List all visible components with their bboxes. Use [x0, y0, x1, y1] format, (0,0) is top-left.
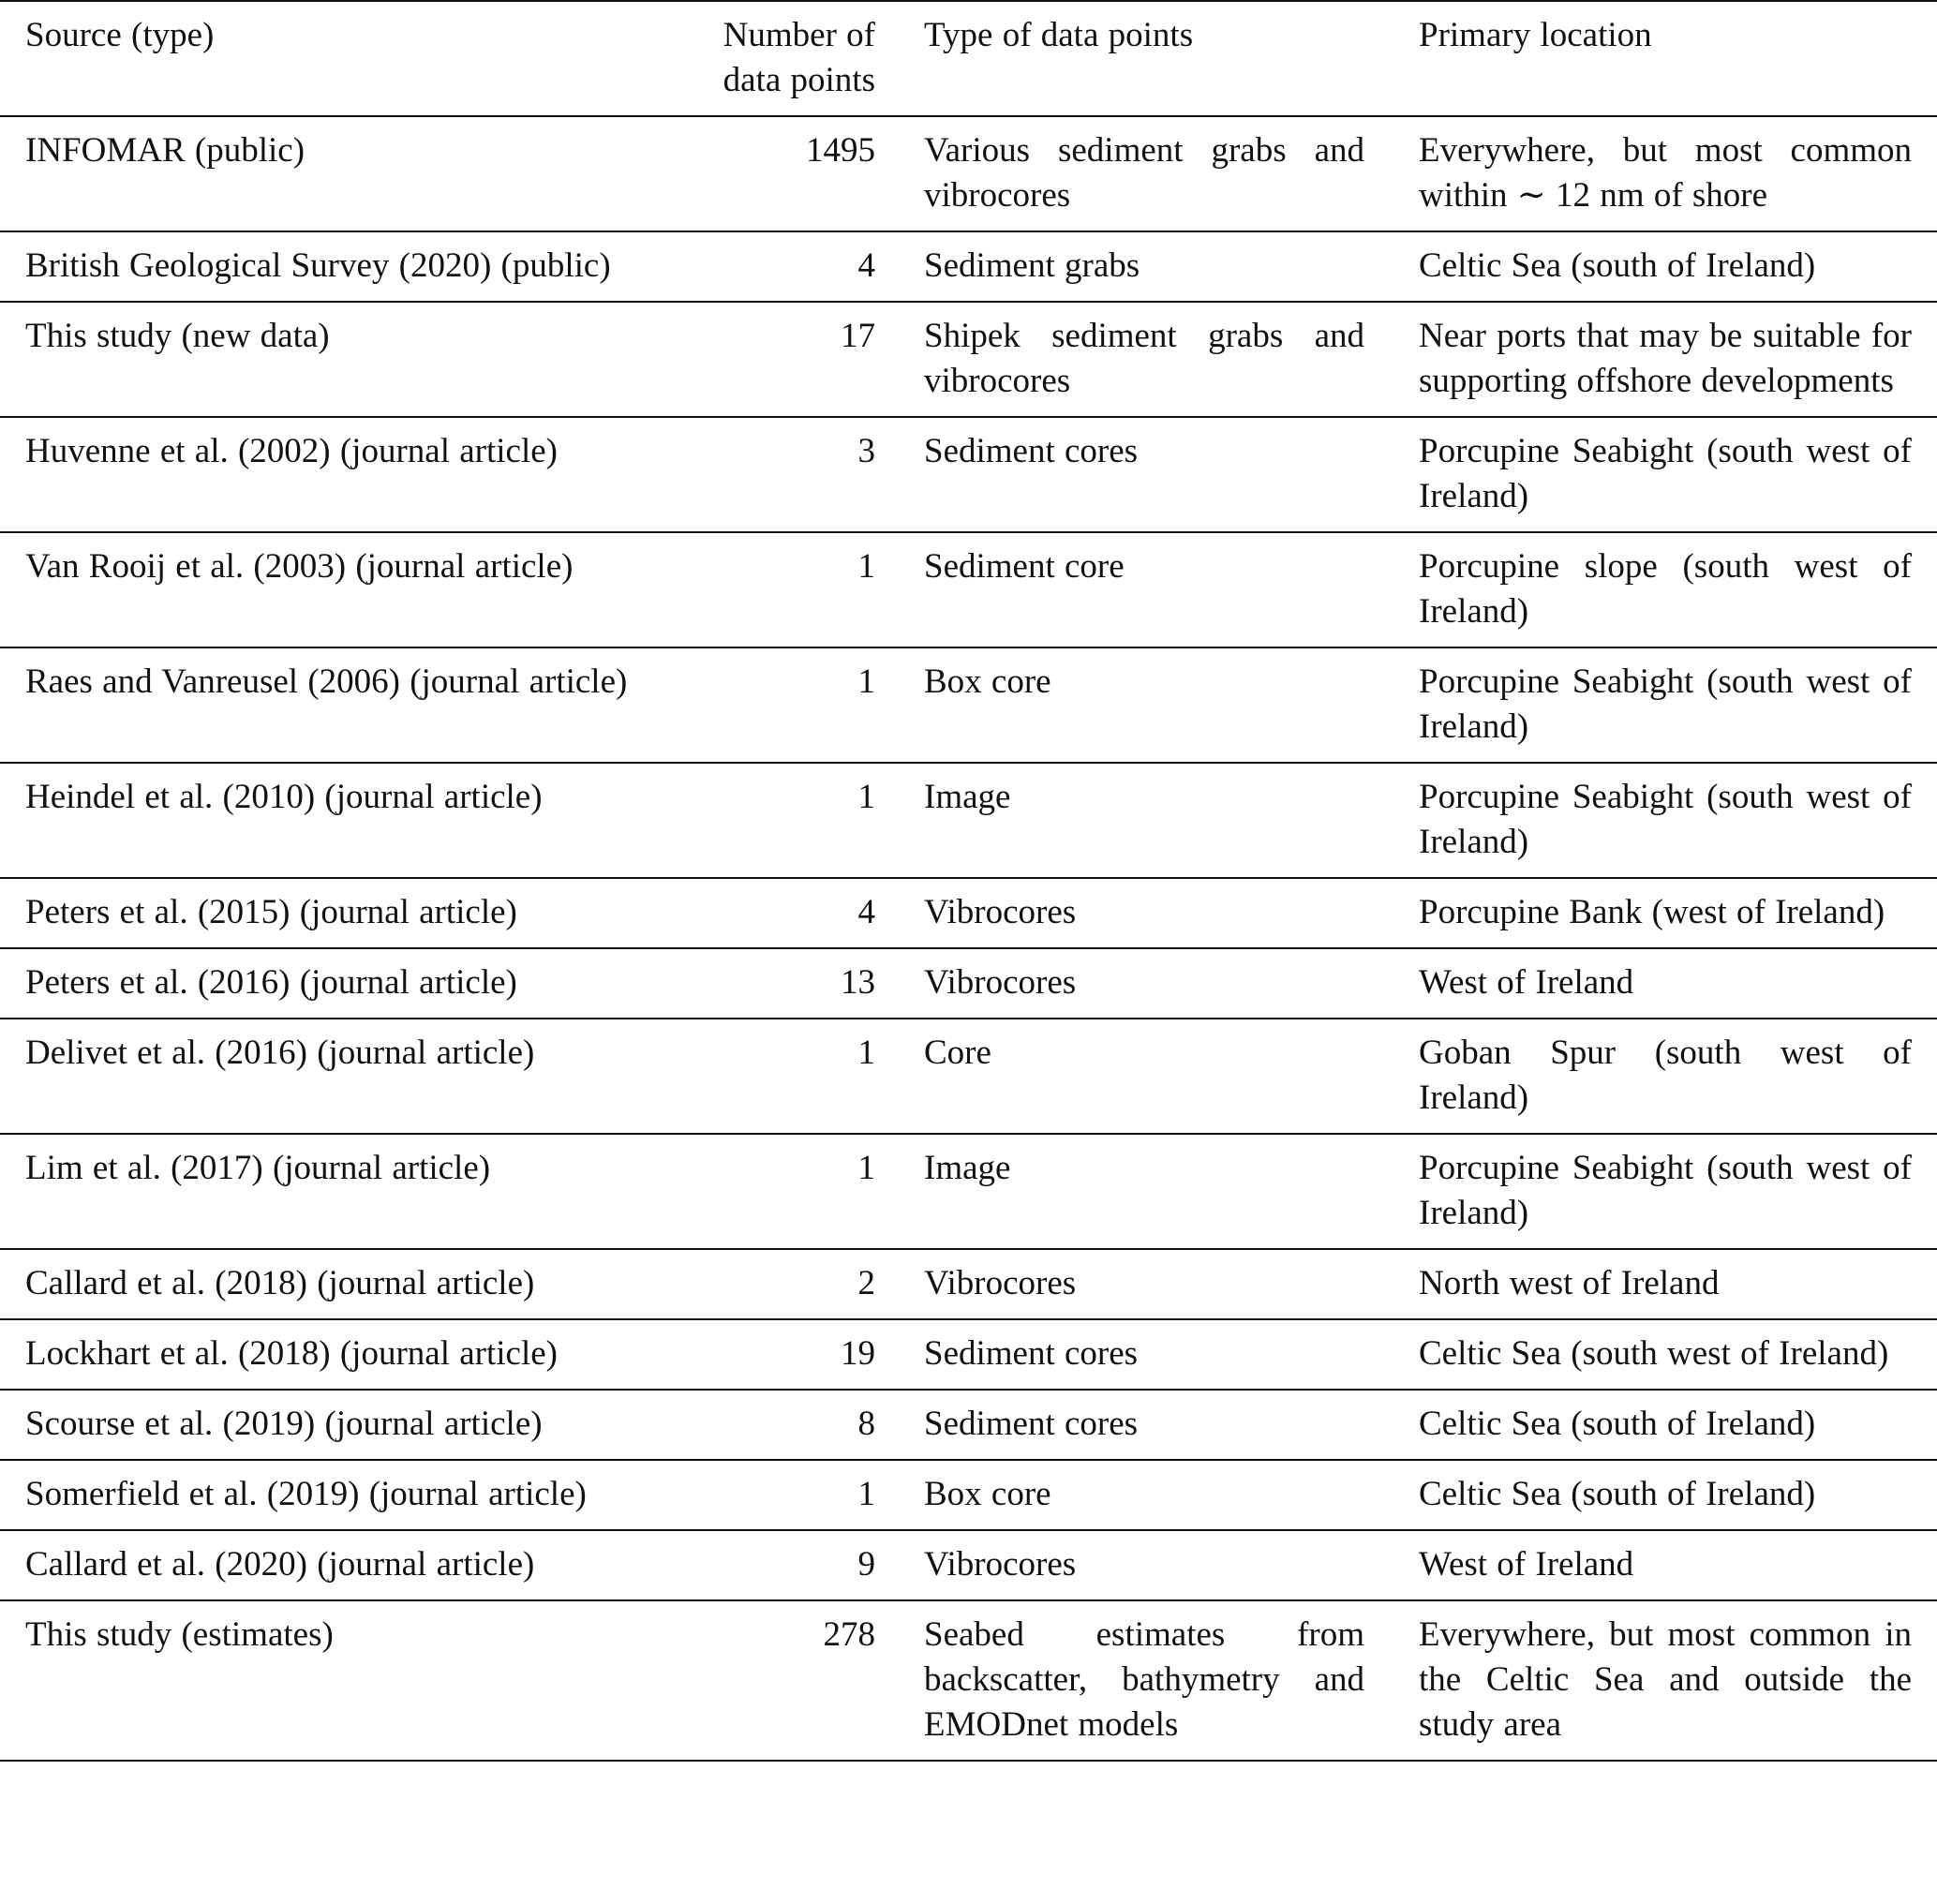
cell-location: Porcupine Seabight (south west of Ireland)	[1419, 778, 1912, 861]
cell-count: 4	[857, 893, 875, 931]
cell-source: Heindel et al. (2010) (journal article)	[25, 778, 543, 816]
cell-location: Near ports that may be suitable for supporting offshore developments	[1419, 317, 1912, 400]
cell-source: Huvenne et al. (2002) (journal article)	[25, 432, 558, 470]
cell-type: Core	[924, 1034, 991, 1072]
cell-type: Sediment grabs	[924, 246, 1140, 285]
header-count-line2: data points	[723, 61, 875, 99]
cell-type: Image	[924, 1149, 1011, 1187]
cell-source: This study (new data)	[25, 317, 330, 355]
cell-count: 278	[823, 1615, 875, 1654]
cell-type: Seabed estimates from backscatter, bathymetry and EMODnet models	[924, 1615, 1364, 1744]
cell-source: Somerfield et al. (2019) (journal article)	[25, 1475, 587, 1513]
cell-source: Lockhart et al. (2018) (journal article)	[25, 1334, 558, 1373]
cell-count: 19	[841, 1334, 875, 1373]
cell-type: Image	[924, 778, 1011, 816]
cell-type: Sediment cores	[924, 432, 1139, 470]
cell-type: Vibrocores	[924, 1264, 1077, 1302]
cell-location: Celtic Sea (south of Ireland)	[1419, 246, 1816, 285]
cell-source: Callard et al. (2020) (journal article)	[25, 1545, 535, 1584]
cell-count: 4	[857, 246, 875, 285]
cell-source: Raes and Vanreusel (2006) (journal article)	[25, 662, 628, 701]
cell-source: British Geological Survey (2020) (public)	[25, 246, 611, 285]
cell-location: Porcupine Seabight (south west of Ireland)	[1419, 432, 1912, 515]
cell-type: Shipek sediment grabs and vibrocores	[924, 317, 1364, 400]
table-row	[0, 1600, 1937, 1761]
table-header-row	[0, 1, 1937, 116]
cell-count: 2	[857, 1264, 875, 1302]
table-row	[0, 1390, 1937, 1460]
cell-type: Vibrocores	[924, 893, 1077, 931]
cell-location: West of Ireland	[1419, 1545, 1634, 1584]
cell-type: Vibrocores	[924, 963, 1077, 1002]
table-row	[0, 1134, 1937, 1249]
table-row	[0, 1530, 1937, 1600]
cell-source: Peters et al. (2015) (journal article)	[25, 893, 517, 931]
cell-count: 1495	[806, 131, 875, 170]
table-row	[0, 231, 1937, 302]
cell-type: Various sediment grabs and vibrocores	[924, 131, 1364, 215]
cell-location: West of Ireland	[1419, 963, 1634, 1002]
cell-location: Porcupine slope (south west of Ireland)	[1419, 547, 1912, 631]
table-row	[0, 1319, 1937, 1390]
header-count	[698, 1, 891, 116]
cell-location: Celtic Sea (south of Ireland)	[1419, 1405, 1816, 1443]
cell-type: Box core	[924, 1475, 1051, 1513]
cell-location: Everywhere, but most common in the Celtic Sea and outside the study area	[1419, 1615, 1912, 1744]
cell-location: Porcupine Seabight (south west of Ireland)	[1419, 1149, 1912, 1232]
table-row	[0, 1460, 1937, 1530]
cell-count: 1	[857, 547, 875, 586]
cell-count: 1	[857, 778, 875, 816]
cell-source: INFOMAR (public)	[25, 131, 305, 170]
cell-type: Sediment cores	[924, 1405, 1139, 1443]
cell-count: 3	[857, 432, 875, 470]
table-row	[0, 1249, 1937, 1319]
cell-location: Celtic Sea (south of Ireland)	[1419, 1475, 1816, 1513]
table-row	[0, 878, 1937, 948]
header-type: Type of data points	[924, 16, 1194, 54]
cell-source: Peters et al. (2016) (journal article)	[25, 963, 517, 1002]
cell-count: 17	[841, 317, 875, 355]
cell-source: This study (estimates)	[25, 1615, 334, 1654]
table-row	[0, 647, 1937, 763]
table-row	[0, 116, 1937, 231]
cell-source: Van Rooij et al. (2003) (journal article)	[25, 547, 574, 586]
cell-type: Sediment cores	[924, 1334, 1139, 1373]
cell-location: Porcupine Bank (west of Ireland)	[1419, 893, 1885, 931]
cell-source: Delivet et al. (2016) (journal article)	[25, 1034, 535, 1072]
cell-count: 1	[857, 662, 875, 701]
cell-count: 9	[857, 1545, 875, 1584]
table-row	[0, 948, 1937, 1019]
table-row	[0, 532, 1937, 647]
cell-type: Vibrocores	[924, 1545, 1077, 1584]
header-location: Primary location	[1419, 16, 1652, 54]
cell-location: North west of Ireland	[1419, 1264, 1720, 1302]
cell-location: Everywhere, but most common within ∼ 12 nm of shore	[1419, 131, 1912, 215]
cell-count: 1	[857, 1034, 875, 1072]
cell-location: Goban Spur (south west of Ireland)	[1419, 1034, 1912, 1117]
cell-count: 13	[841, 963, 875, 1002]
cell-type: Box core	[924, 662, 1051, 701]
cell-count: 8	[857, 1405, 875, 1443]
header-source: Source (type)	[25, 16, 215, 54]
table-row	[0, 1019, 1937, 1134]
cell-location: Celtic Sea (south west of Ireland)	[1419, 1334, 1889, 1373]
table-row	[0, 417, 1937, 532]
cell-source: Callard et al. (2018) (journal article)	[25, 1264, 535, 1302]
cell-count: 1	[857, 1475, 875, 1513]
cell-source: Scourse et al. (2019) (journal article)	[25, 1405, 543, 1443]
cell-count: 1	[857, 1149, 875, 1187]
table-row	[0, 302, 1937, 417]
table-row	[0, 763, 1937, 878]
cell-source: Lim et al. (2017) (journal article)	[25, 1149, 491, 1187]
header-count-line1: Number of	[723, 16, 875, 54]
cell-type: Sediment core	[924, 547, 1125, 586]
cell-location: Porcupine Seabight (south west of Ireland)	[1419, 662, 1912, 746]
